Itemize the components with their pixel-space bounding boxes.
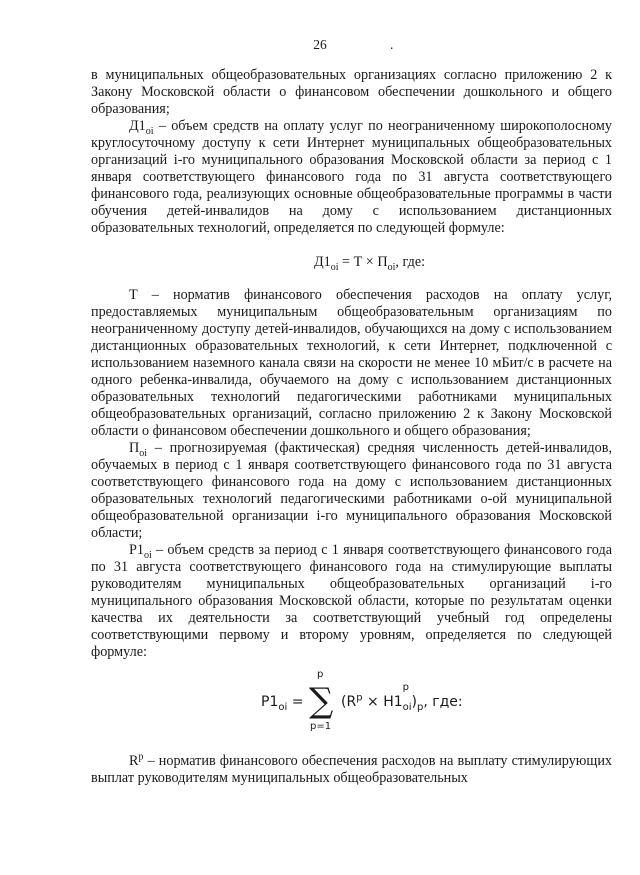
formula-p1-end: , где:: [423, 694, 463, 710]
formula-p1-lhs: Р1: [261, 694, 279, 710]
page-number: [0, 36, 640, 53]
formula-p1-close: ): [411, 694, 418, 710]
symbol-p1-sub: oi: [143, 549, 152, 561]
paragraph-r-text: – норматив финансового обеспечения расходов на выплату стимулирующих выплат руководителям муниципальных общеобразовательных: [91, 753, 612, 786]
paragraph-d1-text: – объем средств на оплату услуг по неограниченному широкополосному круглосуточному доступу к сети Интернет муниципальных общеобразовательных организаций i-го муниципального образования Московской области за период с 1 января соответствующего финансового года по 31 августа соответствующего финансового года, реализующих основные общеобразовательные программы в части обучения детей-инвалидов на дому с использованием дистанционных образовательных технологий, определяется по следующей формуле:: [91, 118, 612, 236]
sum-icon: ∑: [309, 681, 334, 721]
document-body: [91, 67, 612, 787]
formula-d1-left: Д1: [313, 254, 331, 270]
symbol-p1: Р1: [129, 542, 144, 558]
paragraph-p-text: – прогнозируемая (фактическая) средняя численность детей-инвалидов, обучаемых в период с 1 января соответствующего финансового года по 31 августа соответствующего финансового года на дому с использованием дистанционных образовательных технологий педагогическими работниками о-ой муниципальной общеобразовательной организации i-го муниципального образования Московской области;: [91, 440, 612, 541]
formula-d1-sub2: oi: [387, 261, 396, 273]
paragraph-p1-text: – объем средств за период с 1 января соответствующего финансового года по 31 августа соответствующего финансового года на стимулирующие выплаты руководителям муниципальных общеобразовательных организаций i-го муниципального образования Московской области, которые по результатам оценки качества их деятельности за соответствующий учебный год определены соответствующими первому и второму уровням, определяется по следующей формуле:: [91, 542, 612, 660]
paragraph-p-definition: [91, 440, 612, 542]
formula-p1-inner: [261, 669, 521, 737]
formula-p1-sup1: p: [356, 692, 363, 704]
page-number-text: 26: [313, 37, 327, 52]
symbol-p-sub: oi: [139, 447, 148, 459]
symbol-p: П: [129, 440, 140, 456]
symbol-r: R: [129, 753, 139, 769]
formula-p1-right: ($R^p \times Н1$ p $_{oi})_p$, где:: [341, 682, 463, 713]
formula-p1-eq: =: [287, 694, 304, 710]
formula-d1-end: , где:: [395, 254, 426, 270]
formula-p1-sub2: oi: [402, 701, 412, 713]
paragraph-p1-definition: [91, 542, 612, 661]
page-mark: .: [390, 37, 394, 52]
formula-p1-lhs-sub: oi: [278, 701, 288, 713]
sum-lower-limit: p=1: [310, 721, 332, 732]
paragraph-r-definition: [91, 753, 612, 787]
paragraph-0: в муниципальных общеобразовательных организациях согласно приложению 2 к Закону Московской области о финансовом обеспечении дошкольного и общего образования;: [91, 67, 612, 117]
formula-d1: [91, 237, 612, 287]
formula-p1-left: [261, 692, 303, 712]
symbol-d1-sub: oi: [145, 125, 154, 137]
symbol-d1: Д1: [129, 118, 146, 134]
paragraph-d1-definition: [91, 118, 612, 237]
formula-p1-times: × Н1: [362, 694, 403, 710]
formula-d1-mid: = Т × П: [338, 254, 388, 270]
paragraph-t-definition: Т – норматив финансового обеспечения расходов на оплату услуг, предоставляемых муниципальным общеобразовательным организациям по неограниченному доступу детей-инвалидов, обучающихся на дому с использованием дистанционных образовательных технологий, к сети Интернет, подключенной с использованием наземного канала связи на скорости не менее 10 мБит/с в расчете на одного ребенка-инвалида, обучаемого на дому с использованием дистанционных образовательных технологий педагогическими работниками муниципальных общеобразовательных организаций, согласно приложению 2 к Закону Московской области о финансовом обеспечении дошкольного и общего образования;: [91, 287, 612, 439]
sum-upper-limit: p: [317, 669, 324, 680]
formula-d1-sub1: oi: [330, 261, 339, 273]
symbol-r-sup: p: [138, 751, 144, 763]
formula-p1-sub3: p: [417, 701, 424, 713]
formula-p1: [91, 669, 612, 737]
formula-p1-open: (R: [341, 694, 357, 710]
